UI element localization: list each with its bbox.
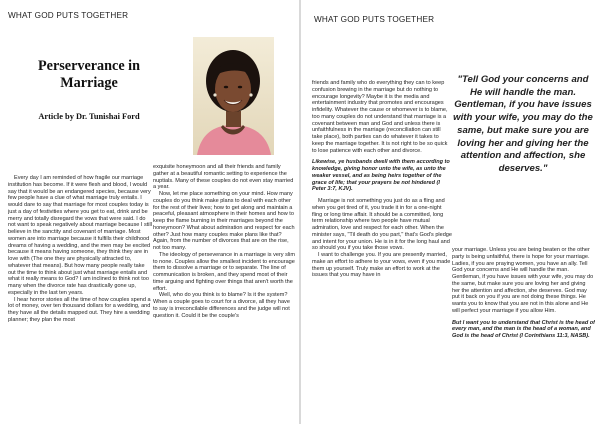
article-byline: Article by Dr. Tunishai Ford [38, 112, 140, 121]
article-column-2 [153, 164, 296, 416]
left-page-header: WHAT GOD PUTS TOGETHER [8, 11, 129, 20]
page-gutter [299, 0, 301, 424]
right-page-header: WHAT GOD PUTS TOGETHER [314, 15, 435, 24]
paragraph: your marriage. Unless you are being beaten or the other party is being unfaithful, there is hope for your marriage. Ladies, if you are praying women, you have an ally. Tell God your concerns and He will handle the man. Gentleman, if you have issues with your wife, you may do the same, but make sure you are loving her and giving her the attention and affection, she deserves. God may put it back on you if you are not doing these things. He wants you to know that you are not in this alone and He will perfect your marriage if you allow Him. [452, 247, 594, 314]
paragraph: Now, let me place something on your mind. How many couples do you think make plans to deal with each other for the rest of their lives; how to get along and maintain a peaceful, pleasant atmosphere in their homes and how to keep the flame burning in their marriages beyond the honeymoon? What about admiration and respect for each other? Just how many couples make plans like that? Again, from the number of divorces that are on the rise, not too many. [153, 191, 295, 251]
author-photo [193, 37, 274, 155]
article-column-3 [312, 80, 452, 420]
scripture-quote: Likewise, ye husbands dwell with them according to knowledge, giving honor unto the wife, as unto the weaker vessel, and as being heirs together of the grace of life; that your prayers be not hindered (I Peter 3:7, KJV). [312, 159, 450, 193]
paragraph: I want to challenge you. If you are presently married, make an effort to adhere to your vows, even if you made them up yourself. Truly make an effort to work at the issues that you may have in [312, 252, 451, 279]
paragraph: I hear horror stories all the time of how couples spend a lot of money, over ten thousand dollars for a wedding, and they have all the details mapped out. They hire a wedding planner; they plan the most [8, 296, 151, 323]
author-portrait-illustration [193, 37, 274, 155]
article-column-1 [8, 175, 152, 419]
closing-scripture: But I want you to understand that Christ is the head of every man, and the man is the head of a woman, and God is the head of Christ (I Corinthians 11:3, NASB). [452, 319, 595, 339]
paragraph: exquisite honeymoon and all their friends and family gather at a beautiful romantic setting to experience the nuptials. Many of these couples do not even stay married a year. [153, 164, 294, 191]
paragraph: friends and family who do everything they can to keep confusion brewing in the marriage but do nothing to encourage longevity? Maybe it is the media and entertainment industry that promotes and encourages infidelity. Whatever the cause or whomever is to blame, too many couples do not understand that marriage is a covenant between man and God and unless there is unfaithfulness in the marriage (reconciliation can still take place), both parties can do whatever it takes to keep the marriage together. It is not right to be so quick to lose patience with each other and divorce. [312, 80, 448, 154]
pull-quote: "Tell God your concerns and He will handle the man. Gentleman, if you have issues with your wife, you may do the same, but make sure you are loving her and giving her the attention and affection, she deserves." [453, 74, 593, 174]
paragraph: Every day I am reminded of how fragile our marriage institution has become. If it were flesh and blood, I would say that it would be an endangered species, because very few people have a clue of what marriage truly entails. I would dare to say that marriage for most couples today is just a day of festivities where you get to eat, drink and be merry and totally disregard the vows that were said. I do not want to speak negatively about marriage because I still believe in the sanctity and covenant of marriage. Most women are into marriage because it fulfills their childhood dreams of having a wedding, and the men may be excited because it means having someone, they think they are in love with (The one they are physically attracted to, whatever that means). But how many people really take out the time to think about just what marriage entails and what it really means to God? I am inclined to think not too many when the divorce rate has drastically gone up, especially in the last ten years. [8, 175, 152, 296]
article-title: Perserverance in Marriage [37, 58, 141, 91]
article-column-4 [452, 247, 595, 417]
paragraph: The ideology of perseverance in a marriage is very slim to none. Couples allow the smallest incident to encourage them to dissolve a marriage or to separate. The line of communication is broken, and they spend most of their time arguing and fighting over things that aren't worth the effort. [153, 251, 295, 292]
paragraph: Well, who do you think is to blame? Is it the system? When a couple goes to court for a divorce, all they have to say is irreconcilable differences and the judge will not question it. Could it be the couple's [153, 292, 290, 319]
paragraph: Marriage is not something you just do as a fling and when you get tired of it, you trade it in for a one-night fling or long time affair. It should be a committed, long term relationship where two people have mutual admiration, love and respect for each other. When the minister says, "Til death do you part," that's God's pledge and intent for your union. He is in it for the long haul and so should you if you take those vows. [312, 198, 452, 252]
